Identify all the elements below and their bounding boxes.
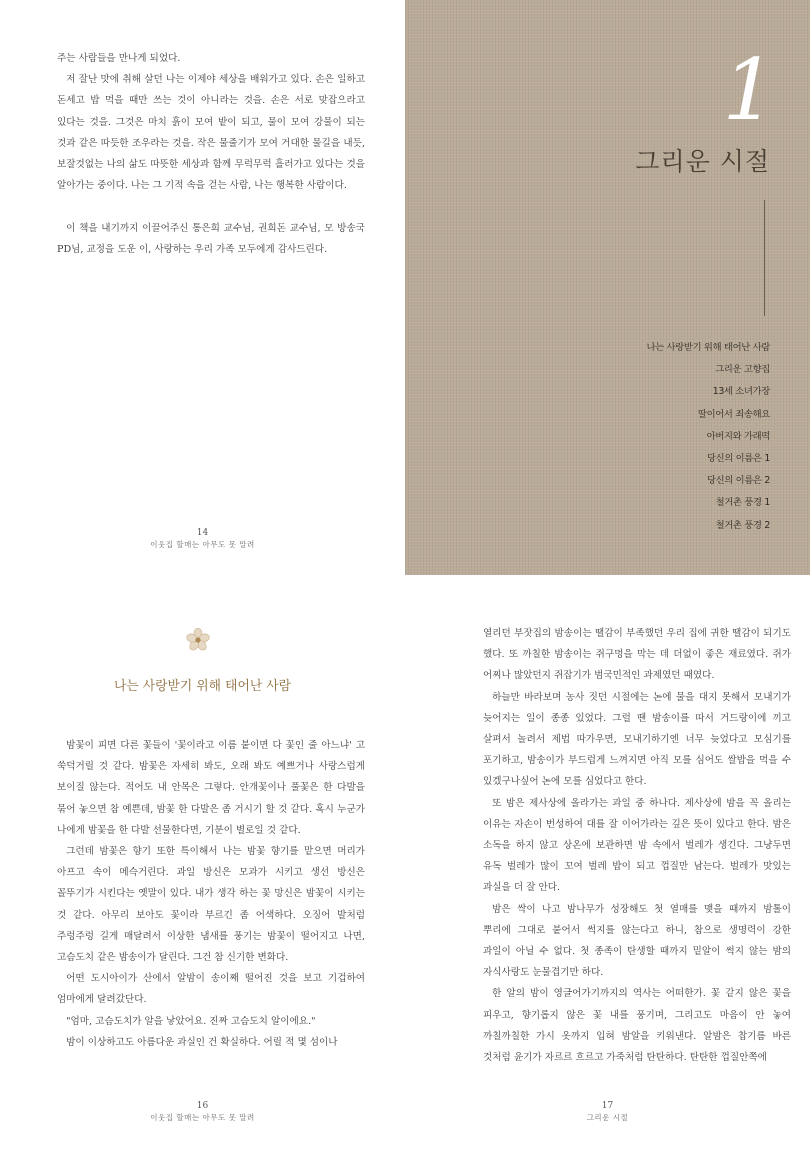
page-16-body: [57, 735, 365, 1053]
chapter-opener-page: [405, 0, 810, 575]
paragraph: 주는 사람들을 만나게 되었다.: [57, 53, 181, 64]
chapter-number: 1: [722, 41, 776, 139]
paragraph: 어떤 도시아이가 산에서 알밤이 송이째 떨어진 것을 보고 기겁하여 엄마에게 달려갔단다.: [57, 973, 365, 1006]
paragraph: 저 잘난 맛에 취해 살던 나는 이제야 세상을 배워가고 있다. 손은 일하고 돈세고 밥 먹을 때만 쓰는 것이 아니라는 것을. 손은 서로 맞잡으라고 있다는 것을. 그것은 마치 흙이 모여 밭이 되고, 물이 모여 강물이 되는 것과 같은 따듯한 조우라는 것을. 작은 물줄기가 모여 거대한 물길을 내듯, 보잘것없는 나의 삶도 따뜻한 세상과 함께 무럭무럭 흘러가고 있다는 것을 알아가는 중이다. 나는 그 기적 속을 걷는 사람, 나는 행복한 사람이다.: [57, 74, 365, 192]
running-head: 이웃집 할매는 아무도 못 말려: [150, 1113, 255, 1122]
chapter-title: 그리운 시절: [635, 147, 770, 176]
divider-line: [764, 200, 765, 316]
paragraph: 열리던 부잣집의 밤송이는 땔감이 부족했던 우리 집에 귀한 땔감이 되기도 했다. 또 까칠한 밤송이는 쥐구멍을 막는 데 더없이 좋은 재료였다. 쥐가 어찌나 많았던지 쥐잡기가 범국민적인 과제였던 때였다.: [483, 628, 791, 682]
toc-item: 철거촌 풍경 1: [715, 497, 770, 509]
flower-icon: [185, 627, 211, 653]
toc-item: 아버지와 가래떡: [706, 430, 770, 442]
paragraph: 그런데 밤꽃은 향기 또한 특이해서 나는 밤꽃 향기를 맡으면 머리가 아프고 속이 메슥거린다. 과일 방신은 모과가 시키고 생선 방신은 꼴뚜기가 시킨다는 옛말이 있다. 내가 생각 하는 꽃 망신은 밤꽃이 시키는 것 같다. 아무리 보아도 꽃이라 부르긴 좀 어색하다. 오징어 발처럼 주렁주렁 길게 매달려서 이상한 냄새를 풍기는 밤꽃이 떨어지고 나면, 고슴도치 같은 밤송이가 달린다. 그건 참 신기한 변화다.: [57, 846, 365, 964]
page-14-body: [57, 48, 365, 260]
page-number: 14: [196, 528, 209, 538]
page-14: [0, 0, 405, 575]
toc-item: 딸이어서 죄송해요: [697, 408, 770, 420]
paragraph: 밤은 싹이 나고 밤나무가 성장해도 첫 열매를 맺을 때까지 밤톨이 뿌리에 그대로 붙어서 썩지를 않는다고 하니, 참으로 생명력이 강한 과일이 아닐 수 없다. 첫 종족이 탄생할 때까지 밑알이 썩지 않는 밤의 자식사랑도 눈물겹기만 하다.: [483, 903, 791, 979]
paragraph: 또 밤은 제사상에 올라가는 과일 중 하나다. 제사상에 밤을 꼭 올리는 이유는 자손이 번성하여 대를 잘 이어가라는 깊은 뜻이 있다고 한다. 밤은 소독을 하지 않고 상온에 보관하면 밤 속에서 벌레가 생긴다. 그냥두면 유독 벌레가 많이 꼬여 벌레 밥이 되고 껍질만 남는다. 벌레가 맛있는 과실을 더 잘 안다.: [483, 797, 791, 894]
toc-item: 나는 사랑받기 위해 태어난 사람: [646, 342, 770, 353]
toc-item: 그리운 고향집: [715, 364, 770, 376]
toc-item: 철거촌 풍경 2: [715, 519, 770, 531]
paragraph: 밤꽃이 피면 다른 꽃들이 '꽃이라고 이름 붙이면 다 꽃인 줄 아느냐' 고 쑥덕거릴 것 같다. 밤꽃은 자세히 봐도, 오래 봐도 예쁘거나 사랑스럽게 보이질 않는다. 적어도 내 안목은 그렇다. 안개꽃이나 풀꽃은 한 다발을 묶어 놓으면 참 예쁜데, 밤꽃 한 다발은 좀 거시기 할 것 같다. 혹시 누군가 나에게 밤꽃을 한 다발 선물한다면, 기분이 별로일 것 같다.: [57, 740, 365, 836]
page-number: 17: [601, 1101, 614, 1111]
paragraph: "엄마, 고슴도치가 알을 낳았어요. 진짜 고슴도치 알이에요.": [66, 1015, 316, 1027]
page-number: 16: [196, 1101, 209, 1111]
chapter-contents: [647, 337, 770, 537]
paragraph: 한 알의 밤이 영글어가기까지의 역사는 어떠한가. 꽃 같지 않은 꽃을 피우고, 향기롭지 않은 꽃 내를 풍기며, 그리고도 마음이 안 놓여 까칠까칠한 가시 옷까지 입혀 밤알을 키워낸다. 알밤은 찹기름 바른 것처럼 윤기가 자르르 흐르고 가죽처럼 탄탄하다. 탄탄한 껍질안쪽에: [483, 988, 791, 1064]
page-17: [405, 575, 810, 1150]
toc-item: 당신의 이름은 2: [706, 475, 770, 487]
toc-item: 13세 소녀가장: [712, 386, 770, 398]
page-16: [0, 575, 405, 1150]
running-head: 그리운 시절: [586, 1113, 629, 1122]
page-footer: [0, 1100, 405, 1124]
paragraph: 이 책을 내기까지 이끌어주신 통은희 교수님, 권희돈 교수님, 모 방송국 PD님, 교정을 도운 이, 사랑하는 우리 가족 모두에게 감사드린다.: [57, 222, 365, 255]
page-footer: [0, 527, 405, 551]
toc-item: 당신의 이름은 1: [706, 453, 770, 465]
paragraph: 밤이 이상하고도 아름다운 과실인 건 확실하다. 어릴 적 몇 섬이나: [66, 1036, 338, 1048]
paragraph: 하늘만 바라보며 농사 짓던 시절에는 논에 물을 대지 못해서 모내기가 늦어지는 일이 종종 있었다. 그럴 땐 밤송이를 따서 거드랑이에 끼고 살펴서 놀려서 제법 따가우면, 모내기하기엔 너무 늦었다고 모심기를 포기하고, 밤송이가 부드럽게 느껴지면 아직 모를 심어도 쌀밥을 먹을 수 있겠구나싶어 논에 모를 심었다고 한다.: [483, 691, 791, 788]
section-title: 나는 사랑받기 위해 태어난 사람: [114, 679, 291, 694]
page-footer: [405, 1100, 810, 1124]
running-head: 이웃집 할매는 아무도 못 말려: [150, 540, 255, 549]
page-17-body: [483, 623, 791, 1068]
